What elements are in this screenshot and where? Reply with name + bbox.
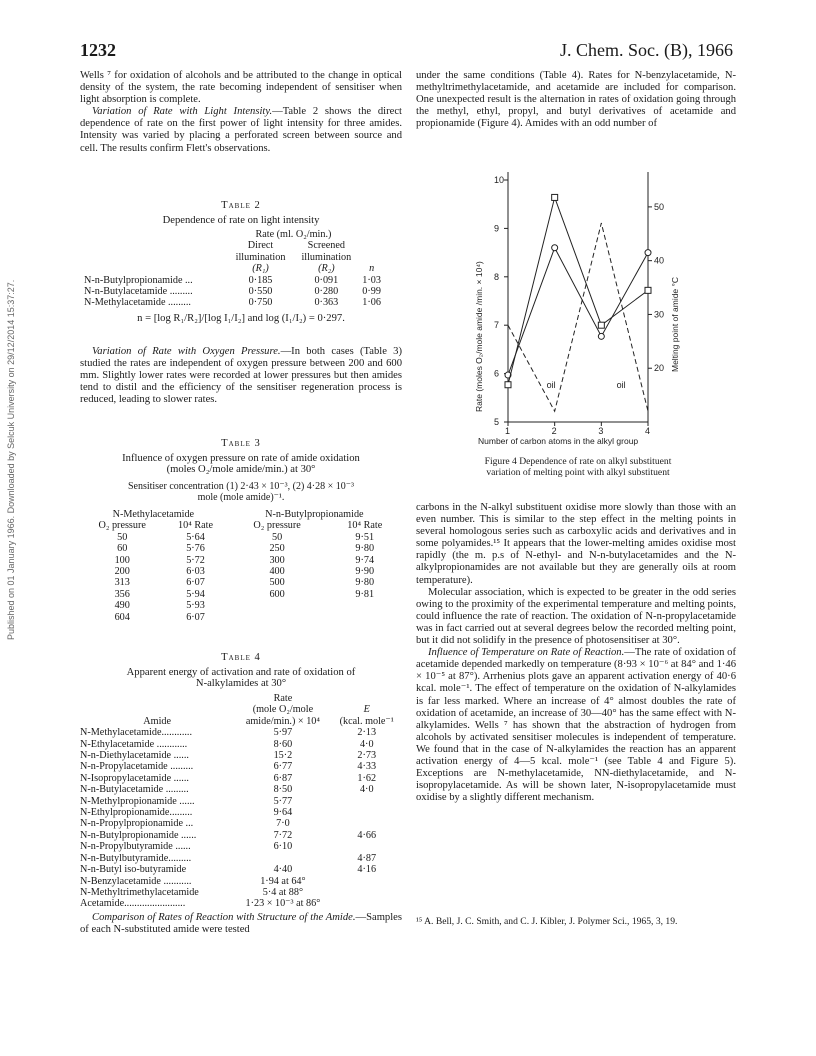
y-tick-label: 6 — [494, 368, 500, 379]
table-row: N-n-Propylbutyramide ...... 6·10 — [80, 841, 293, 853]
y-tick-label: 8 — [494, 271, 500, 282]
table-row: N-Methylpropionamide ...... 5·77 — [80, 795, 293, 807]
table-row: 200 6·03 400 9·90 — [114, 566, 375, 578]
sidebar-text: Published on 01 January 1966. Downloaded by Selcuk University on 29/12/2014 15:37:27. — [6, 279, 16, 640]
table-2-grid: Rate (ml. O₂/min.) Direct Screened illumination illumination (R₁) (R₂) n N-n-Butylpropionamide ... 0·185 0·091 1·03 N-n-Butylacetamide ......... 0·550 0·280 0·99 N-Methylacetamide ......... 0·750 0·363 1·06 — [84, 229, 384, 309]
figure-caption-line-1: Figure 4 Dependence of rate on alkyl substituent — [484, 456, 672, 467]
table-row: N-n-Butylacetamide ......... 8·50 4·0 — [80, 784, 374, 796]
left-paragraph-3: Variation of Rate with Oxygen Pressure.—In both cases (Table 3) studied the rates are independent of oxygen pressure between 200 and 600 mm. Slightly lower rates were recorded at lower pressures but then amides tend to distil and the efficiency of the sensitiser regeneration process is reduced, leading to slower rates. — [80, 346, 402, 406]
table-row: N-n-Propylpropionamide ... 7·0 — [80, 818, 290, 830]
x-tick-label: 4 — [645, 426, 651, 436]
table-3-title-2: (moles O₂/mole amide/min.) at 30° — [166, 464, 316, 475]
series-1-point — [505, 382, 511, 388]
table-3-label: Table 3 — [221, 438, 261, 449]
table-row: 490 5·93 — [114, 600, 205, 612]
table-2-title: Dependence of rate on light intensity — [162, 215, 320, 226]
table-row: N-Benzylacetamide ........... 1·94 at 64° — [80, 875, 306, 887]
table-row: 100 5·72 300 9·74 — [114, 554, 375, 566]
table-row: N-Methylacetamide............ 5·97 2·13 — [80, 727, 377, 739]
table-3-title-1: Influence of oxygen pressure on rate of amide oxidation — [122, 453, 360, 464]
table-4-title-2: N-alkylamides at 30° — [195, 678, 287, 689]
figure-4 — [448, 160, 708, 460]
download-sidebar — [4, 180, 18, 640]
left-paragraph-2: Variation of Rate with Light Intensity.—Table 2 shows the direct dependence of rate on the first power of light intensity for three amides. Intensity was varied by placing a perforated screen between source and cell. The results confirm Flett's observations. — [80, 106, 402, 154]
footnote-15: ¹⁵ A. Bell, J. C. Smith, and C. J. Kibler, J. Polymer Sci., 1965, 3, 19. — [416, 916, 678, 927]
table-row: N-n-Butylpropionamide ... 0·185 0·091 1·03 — [84, 274, 381, 286]
table-3-grid: N-Methylacetamide N-n-Butylpropionamide O₂ pressure 10⁴ Rate O₂ pressure 10⁴ Rate 50 5·64 50 9·51 60 5·76 250 9·80 100 5·72 300 9·74 200 6·03 400 9·90 313 6·07 500 9·80 356 5·94 600 9·81 490 5·93 604 6·07 — [80, 509, 402, 623]
left-paragraph-1: Wells ⁷ for oxidation of alcohols and be attributed to the change in optical density of the system, the rate becoming independent of sensitiser when light absorption is complete. — [80, 70, 402, 106]
table-row: N-n-Propylacetamide ......... 6·77 4·33 — [80, 761, 377, 773]
right-paragraph-4: Influence of Temperature on Rate of Reaction.—The rate of oxidation of acetamide depended markedly on temperature (8·93 × 10⁻⁶ at 84° and 1·46 × 10⁻⁵ at 87°). Arrhenius plots gave an apparent activation energy of 40·6 kcal. mole⁻¹. The effect of temperature on the oxidation of N-alkylamides is far less marked. Where an increase of 4° almost doubles the rate of oxidation of acetamide, an increase of 30—40° has the same effect with N-alkylamides. Wells ⁷ has shown that the abstraction of hydrogen from alcohols by activated sensitiser molecules is independent of temperature. We found that in the case of N-alkylamides the reaction has an apparent activation energy of 4—5 kcal. mole⁻¹ (see Table 4 and Figure 5). Exceptions are N-methylacetamide, NN-diethylacetamide, and N-isopropylacetamide. As will be shown later, N-isopropylacetamide must oxidise by a slightly different mechanism. — [416, 647, 737, 804]
y2-tick-label: 20 — [654, 363, 665, 374]
x-tick-label: 3 — [598, 426, 604, 436]
table-4-label: Table 4 — [221, 652, 261, 663]
oil-label-1: oil — [546, 380, 556, 391]
series-1-point — [552, 194, 558, 200]
table-4-title-1: Apparent energy of activation and rate of oxidation of — [126, 667, 356, 678]
y-tick-label: 9 — [494, 223, 500, 234]
y2-tick-label: 50 — [654, 201, 665, 212]
right-paragraph-3: Molecular association, which is expected to be greater in the odd series owing to the proximity of the experimental temperature and melting points, could influence the rate of reaction. The oxidation of N-n-propylacetamide was in fact carried out at several degrees below the recorded melting point, but it did not solidify in the presence of photosensitiser at 30°. — [416, 586, 736, 647]
table-row: 356 5·94 600 9·81 — [114, 588, 375, 600]
table-row: N-Methyltrimethylacetamide 5·4 at 88° — [80, 886, 304, 898]
y-tick-label: 5 — [494, 417, 500, 427]
table-2-label: Table 2 — [221, 200, 261, 211]
y-tick-label: 10 — [494, 175, 505, 185]
table-row: N-Ethylacetamide ............ 8·60 4·0 — [80, 738, 374, 750]
right-paragraph-1: under the same conditions (Table 4). Rates for N-benzylacetamide, N-methyltrimethylacetamide, and acetamide are included for comparison. One unexpected result is the alternation in rates of oxidation going through the methyl, ethyl, propyl, and butyl derivatives of acetamide and propionamide (Figure 4). Amides with an odd number of — [416, 70, 736, 130]
table-row: N-Ethylpropionamide......... 9·64 — [80, 807, 293, 819]
page-number: 1232 — [80, 40, 116, 60]
x-axis-label: Number of carbon atoms in the alkyl group — [478, 436, 639, 446]
table-row: 50 5·64 50 9·51 — [117, 531, 375, 543]
series-1-point — [598, 322, 604, 328]
right-column-body — [416, 502, 736, 804]
table-3-conc-2: mole (mole amide)⁻¹. — [197, 492, 285, 503]
y2-tick-label: 30 — [654, 309, 665, 320]
table-3-conc-1: Sensitiser concentration (1) 2·43 × 10⁻³, (2) 4·28 × 10⁻³ — [127, 481, 355, 492]
table-3 — [80, 438, 402, 623]
y-axis-label: Rate (moles O₂/mole amide /min. × 10⁴) — [474, 261, 484, 412]
table-row: N-n-Butylbutyramide......... 4·87 — [80, 852, 377, 864]
table-2 — [80, 200, 402, 324]
table-row: N-n-Butyl iso-butyramide 4·40 4·16 — [80, 864, 377, 876]
left-paragraph-4: Comparison of Rates of Reaction with Structure of the Amide.—Samples of each N-substituted amide were tested — [80, 912, 402, 936]
table-row: 313 6·07 500 9·80 — [114, 577, 375, 589]
figure-caption-line-2: variation of melting point with alkyl substituent — [486, 467, 670, 478]
table-row: N-Isopropylacetamide ...... 6·87 1·62 — [80, 772, 377, 784]
table-row: 604 6·07 — [114, 611, 205, 623]
table-4-grid: Rate (mole O₂/mole E Amide amide/min.) × 10⁴ (kcal. mole⁻¹ N-Methylacetamide............ 5·97 2·13 N-Ethylacetamide ............ 8·60 4·0 N-n-Diethylacetamide ...... 15·2 2·73 N-n-Propylacetamide ......... 6·77 4·33 N-Isopropylacetamide ...... 6·87 1·62 N-n-Butylacetamide ......... 8·50 4·0 N-Methylpropionamide ...... 5·77 N-Ethylpropionamide......... 9·64 N-n-Propylpropionamide ... 7·0 N-n-Butylpropionamide ...... 7·72 4·66 N-n-Propylbutyramide ...... 6·10 N-n-Butylbutyramide......... 4·87 N-n-Butyl iso-butyramide 4·40 4·16 N-Benzylacetamide ........... 1·94 at 64° N-Methyltrimethylacetamide 5·4 at 88° Acetamide........................ 1·23 × 10⁻³ at 86° — [80, 693, 402, 910]
series-0-point — [552, 245, 558, 251]
right-paragraph-2: carbons in the N-alkyl substituent oxidise more slowly than those with an even number. This is similar to the step effect in the melting points in several homologous series such as carboxylic acids and derivatives and in some polyamides.¹⁵ It appears that the lower-melting amides oxidise most rapidly (the m. p.s of N-ethyl- and N-n-butylacetamides and the N-alkylpropionamides are not available but they are generally oils at room temperature). — [416, 502, 736, 586]
y2-tick-label: 40 — [654, 255, 665, 266]
table-4 — [80, 652, 402, 910]
y2-axis-label: Melting point of amide °C — [670, 276, 680, 372]
series-0-point — [645, 250, 651, 256]
table-row: N-n-Diethylacetamide ...... 15·2 2·73 — [80, 750, 377, 762]
table-row: N-Methylacetamide ......... 0·750 0·363 1·06 — [84, 297, 381, 309]
table-row: N-n-Butylacetamide ......... 0·550 0·280 0·99 — [84, 286, 381, 298]
x-tick-label: 2 — [551, 426, 557, 436]
left-column-top — [80, 70, 402, 155]
y-tick-label: 7 — [494, 320, 500, 331]
journal-header: J. Chem. Soc. (B), 1966 — [560, 40, 733, 60]
oil-label-2: oil — [616, 380, 626, 391]
left-column-bottom — [80, 912, 402, 936]
x-tick-label: 1 — [505, 426, 511, 436]
figure-4-caption — [420, 456, 736, 478]
table-row: Acetamide........................ 1·23 × 10⁻³ at 86° — [80, 898, 321, 910]
table-row: N-n-Butylpropionamide ...... 7·72 4·66 — [80, 829, 377, 841]
table-2-formula: n = [log R₁/R₂]/[log I₁/I₂] and log (I₁/I₂) = 0·297. — [137, 312, 345, 324]
table-row: 60 5·76 250 9·80 — [117, 543, 375, 555]
series-0-point — [598, 333, 604, 339]
left-column-mid — [80, 346, 402, 406]
series-1-point — [645, 287, 651, 293]
series-0-line — [508, 248, 648, 375]
right-column-top — [416, 70, 736, 130]
figure-4-chart — [448, 160, 708, 460]
